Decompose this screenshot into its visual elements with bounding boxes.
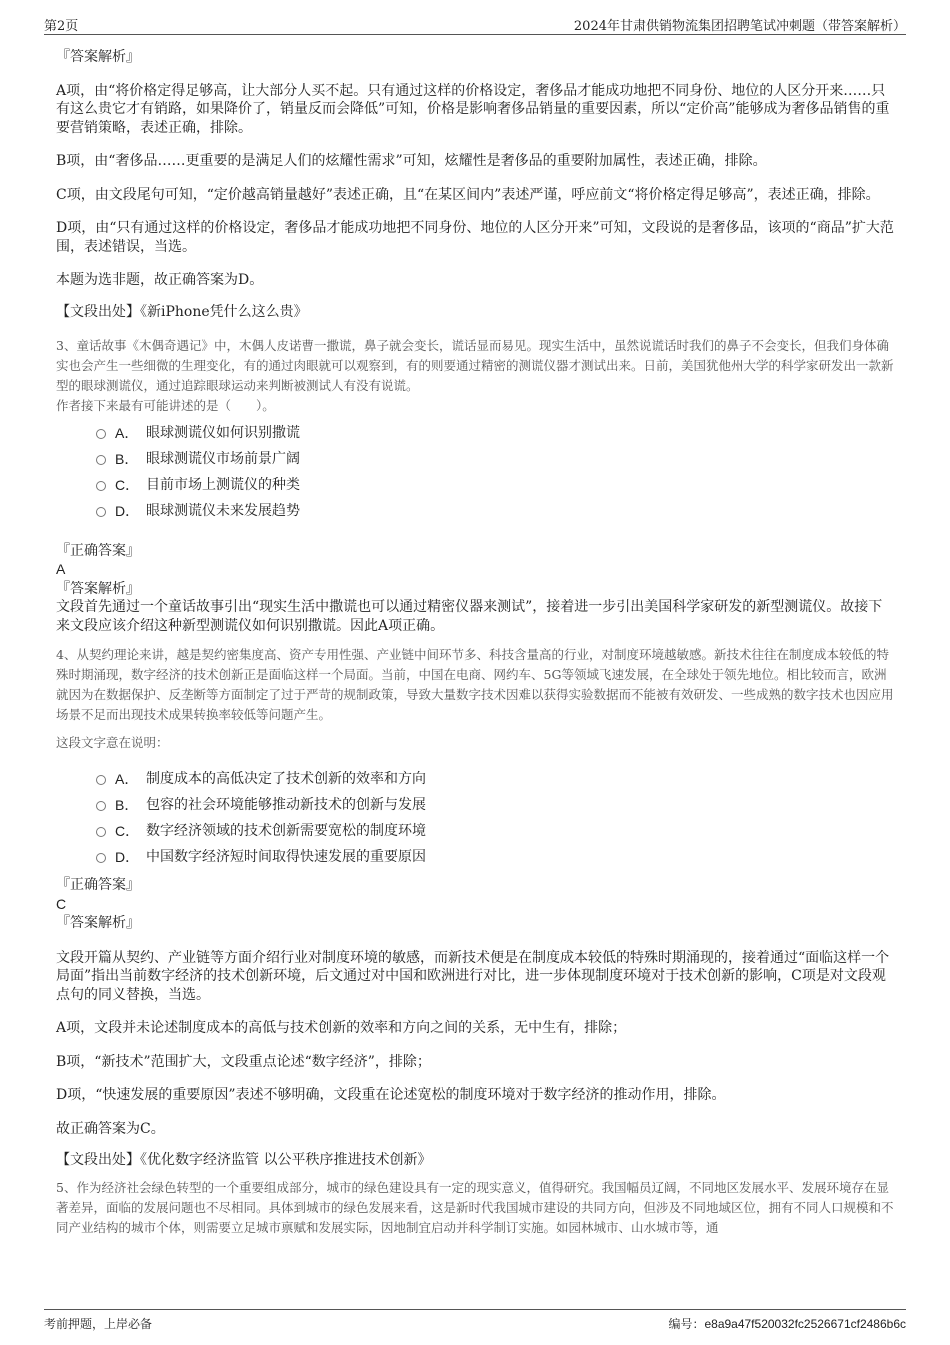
- radio-button-icon[interactable]: [96, 481, 106, 491]
- correct-answer: C: [56, 895, 67, 912]
- option-list: [56, 766, 894, 870]
- page-footer: [44, 1309, 906, 1330]
- analysis-paragraph-a: A项，文段并未论述制度成本的高低与技术创新的效率和方向之间的关系，无中生有，排除；: [56, 1020, 627, 1036]
- analysis-label: 『答案解析』: [56, 580, 140, 597]
- option-c[interactable]: C． 目前市场上测谎仪的种类: [96, 472, 894, 498]
- page-number: 第2页: [44, 19, 79, 34]
- radio-button-icon[interactable]: [96, 853, 106, 863]
- question-stem: 4、从契约理论来讲，越是契约密集度高、资产专用性强、产业链中间环节多、科技含量高的行业，对制度环境越敏感。新技术往往在制度成本较低的特殊时期涌现，数字经济的技术创新正是面临这样一个局面。当前，中国在电商、网约车、5G等领域飞速发展，在全球处于领先地位。相比较而言，欧洲就因为在数据保护、反垄断等方面制定了过于严苛的规制政策，导致大量数字技术因难以获得实验数据而不能被有效研发、一些成熟的数字技术也因应用场景不足而出现技术成果转换率较低等问题产生。: [56, 647, 894, 722]
- radio-button-icon[interactable]: [96, 455, 106, 465]
- code-label: 编号：: [668, 1317, 705, 1331]
- analysis-label: 『答案解析』: [56, 915, 140, 931]
- option-b[interactable]: B． 包容的社会环境能够推动新技术的创新与发展: [96, 792, 894, 818]
- analysis-paragraph-c: C项，由文段尾句可知，“定价越高销量越好”表述正确，且“在某区间内”表述严谨，呼应前文“将价格定得足够高”，表述正确，排除。: [56, 186, 880, 203]
- radio-button-icon[interactable]: [96, 507, 106, 517]
- question-stem: 3、童话故事《木偶奇遇记》中，木偶人皮诺曹一撒谎，鼻子就会变长，谎话显而易见。现实生活中，虽然说谎话时我们的鼻子不会变长，但我们身体确实也会产生一些细微的生理变化，有的通过肉眼就可以观察到，有的则要通过精密的测谎仪器才测试出来。日前，美国犹他州大学的科学家研发出一款新型的眼球测谎仪，通过追踪眼球运动来判断被测试人有没有说谎。: [56, 337, 894, 393]
- analysis-paragraph-d: D项，由“只有通过这样的价格设定，奢侈品才能成功地把不同身份、地位的人区分开来”可知，文段说的是奢侈品，该项的“商品”扩大范围，表述错误，当选。: [56, 220, 894, 255]
- option-d[interactable]: D． 中国数字经济短时间取得快速发展的重要原因: [96, 844, 894, 870]
- document-code: [668, 1315, 906, 1332]
- correct-answer: A: [56, 561, 66, 577]
- correct-answer-label: 『正确答案』: [56, 542, 140, 559]
- analysis-paragraph: 文段开篇从契约、产业链等方面介绍行业对制度环境的敏感，而新技术便是在制度成本较低的特殊时期涌现的，接着通过“面临这样一个局面”指出当前数字经济的技术创新环境，后文通过对中国和欧洲进行对比，进一步体现制度环境对于技术创新的影响，C项是对文段观点句的同义替换，当选。: [56, 949, 890, 1003]
- option-d[interactable]: D． 眼球测谎仪未来发展趋势: [96, 498, 894, 524]
- radio-button-icon[interactable]: [96, 429, 106, 439]
- answer-conclusion: 本题为选非题，故正确答案为D。: [56, 272, 264, 288]
- source-citation: 【文段出处】《优化数字经济监管 以公平秩序推进技术创新》: [56, 1152, 432, 1168]
- option-a[interactable]: A． 眼球测谎仪如何识别撒谎: [96, 420, 894, 446]
- document-body: [56, 44, 894, 1238]
- question-prompt: 作者接下来最有可能讲述的是（ ）。: [56, 397, 275, 413]
- option-list: [56, 420, 894, 524]
- question-prompt: 这段文字意在说明：: [56, 735, 169, 750]
- analysis-label: 『答案解析』: [56, 49, 140, 65]
- analysis-paragraph-a: A项，由“将价格定得足够高，让大部分人买不起。只有通过这样的价格设定，奢侈品才能成功地把不同身份、地位的人区分开来……只有这么贵它才有销路，如果降价了，销量反而会降低”可知，价格是影响奢侈品销量的重要因素，所以“定价高”能够成为奢侈品销售的重要营销策略，表述正确，排除。: [56, 82, 890, 136]
- analysis-paragraph-b: B项，由“奢侈品……更重要的是满足人们的炫耀性需求”可知，炫耀性是奢侈品的重要附加属性，表述正确，排除。: [56, 153, 767, 169]
- radio-button-icon[interactable]: [96, 827, 106, 837]
- radio-button-icon[interactable]: [96, 775, 106, 785]
- option-a[interactable]: A． 制度成本的高低决定了技术创新的效率和方向: [96, 766, 894, 792]
- page-header: [44, 12, 906, 35]
- footer-slogan: 考前押题，上岸必备: [44, 1317, 153, 1331]
- analysis-paragraph-d: D项，“快速发展的重要原因”表述不够明确，文段重在论述宽松的制度环境对于数字经济的推动作用，排除。: [56, 1087, 726, 1103]
- answer-conclusion: 故正确答案为C。: [56, 1120, 165, 1137]
- question-stem: 5、作为经济社会绿色转型的一个重要组成部分，城市的绿色建设具有一定的现实意义，值得研究。我国幅员辽阔，不同地区发展水平、发展环境存在显著差异，面临的发展问题也不尽相同。具体到城市的绿色发展来看，这是新时代我国城市建设的共同方向，但涉及不同地域区位，拥有不同人口规模和不同产业结构的城市个体，则需要立足城市禀赋和发展实际，因地制宜启动并科学制订实施。如园林城市、山水城市等，通: [56, 1180, 894, 1235]
- document-title: 2024年甘肃供销物流集团招聘笔试冲刺题（带答案解析）: [573, 19, 906, 34]
- radio-button-icon[interactable]: [96, 801, 106, 811]
- correct-answer-label: 『正确答案』: [56, 877, 140, 893]
- option-c[interactable]: C． 数字经济领域的技术创新需要宽松的制度环境: [96, 818, 894, 844]
- analysis-paragraph-b: B项，“新技术”范围扩大，文段重点论述“数字经济”，排除；: [56, 1053, 431, 1070]
- code-value: e8a9a47f520032fc2526671cf2486b6c: [704, 1317, 906, 1331]
- source-citation: 【文段出处】《新iPhone凭什么这么贵》: [56, 303, 308, 320]
- analysis-paragraph: 文段首先通过一个童话故事引出“现实生活中撒谎也可以通过精密仪器来测试”，接着进一步引出美国科学家研发的新型测谎仪。故接下来文段应该介绍这种新型测谎仪如何识别撒谎。因此A项正确。: [56, 599, 883, 634]
- option-b[interactable]: B． 眼球测谎仪市场前景广阔: [96, 446, 894, 472]
